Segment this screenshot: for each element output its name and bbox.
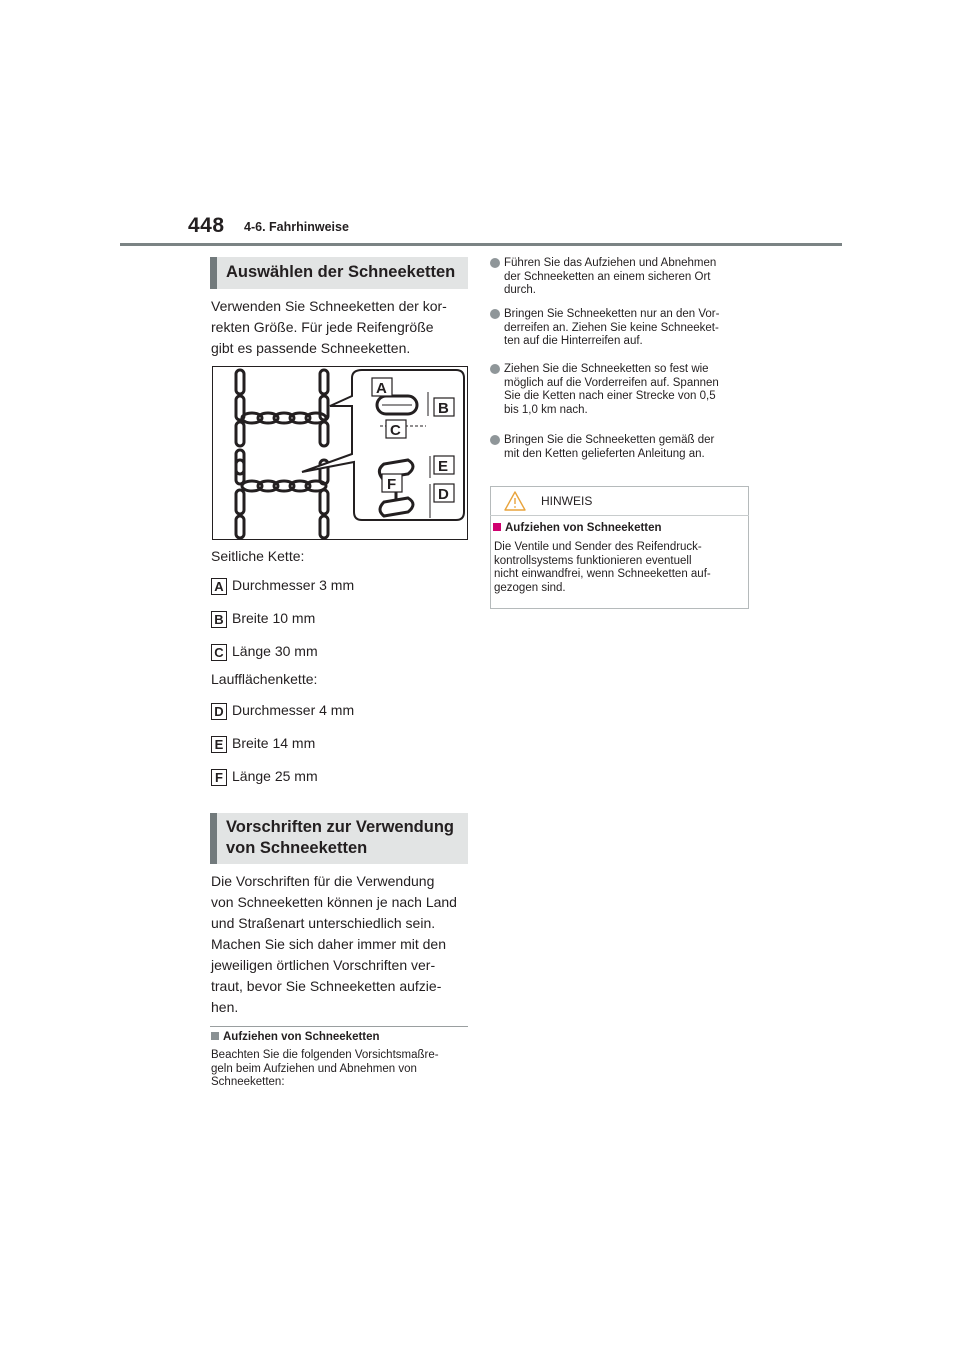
subsection-divider bbox=[210, 1026, 468, 1027]
section-heading-line: Vorschriften zur Verwendung bbox=[226, 818, 454, 836]
bullet-dot-icon bbox=[490, 309, 500, 319]
warning-icon bbox=[504, 491, 526, 511]
spec-text: Durchmesser 4 mm bbox=[232, 702, 355, 718]
side-chain-label: Seitliche Kette: bbox=[211, 548, 305, 564]
spec-text: Länge 30 mm bbox=[232, 643, 318, 659]
rules-paragraph: Die Vorschriften für die Verwendung von Schneeketten können je nach Land und Straßenart unterschiedlich sein. Machen Sie sich daher immer mit den jeweiligen örtlichen Vorschriften ver- traut, bevor Sie Schneeketten aufzie- hen. bbox=[211, 873, 457, 1015]
mounting-paragraph: Beachten Sie die folgenden Vorsichtsmaßre- geln beim Aufziehen und Abnehmen von Schneeketten: bbox=[211, 1049, 439, 1088]
callout-letter: D bbox=[438, 486, 449, 503]
note-header bbox=[490, 486, 749, 516]
spec-text: Breite 10 mm bbox=[232, 610, 316, 626]
tread-chain-label: Laufflächenkette: bbox=[211, 671, 318, 687]
callout-letter: A bbox=[376, 380, 387, 397]
spec-text: Durchmesser 3 mm bbox=[232, 577, 355, 593]
spec-letter: A bbox=[211, 578, 227, 595]
square-bullet-icon bbox=[211, 1032, 219, 1040]
spec-letter: E bbox=[211, 736, 227, 753]
callout-letter: B bbox=[438, 400, 449, 417]
spec-text: Länge 25 mm bbox=[232, 768, 318, 784]
spec-row bbox=[211, 733, 315, 753]
spec-row bbox=[211, 700, 354, 720]
bullet-dot-icon bbox=[490, 435, 500, 445]
spec-letter: D bbox=[211, 703, 227, 720]
callout-letter: F bbox=[387, 476, 397, 493]
bullet-item: Ziehen Sie die Schneeketten so fest wie möglich auf die Vorderreifen auf. Spannen Sie die Ketten nach einer Strecke von 0,5 bis 1,0 km nach. bbox=[490, 363, 760, 417]
section-heading-select-chains: Auswählen der Schneeketten bbox=[210, 257, 468, 289]
chapter-title: 4-6. Fahrhinweise bbox=[244, 220, 349, 234]
callout-letter: C bbox=[390, 422, 401, 439]
square-bullet-icon bbox=[493, 523, 501, 531]
bullet-item: Führen Sie das Aufziehen und Abnehmen der Schneeketten an einem sicheren Ort durch. bbox=[490, 257, 760, 298]
bullet-dot-icon bbox=[490, 258, 500, 268]
section-heading-line: von Schneeketten bbox=[226, 839, 368, 857]
header-divider bbox=[120, 243, 842, 246]
page-number: 448 bbox=[188, 214, 225, 237]
snow-chain-diagram bbox=[212, 366, 468, 540]
spec-letter: B bbox=[211, 611, 227, 628]
note-paragraph: Die Ventile und Sender des Reifendruck- kontrollsystems funktionieren eventuell nicht einwandfrei, wenn Schneeketten auf- gezogen sind. bbox=[494, 541, 711, 594]
intro-paragraph: Verwenden Sie Schneeketten der kor- rekten Größe. Für jede Reifengröße gibt es passende Schneeketten. bbox=[211, 298, 447, 356]
spec-text: Breite 14 mm bbox=[232, 735, 316, 751]
bullet-dot-icon bbox=[490, 364, 500, 374]
spec-letter: F bbox=[211, 769, 227, 786]
callout-letter: E bbox=[438, 458, 449, 475]
subsection-heading-mounting: Aufziehen von Schneeketten bbox=[211, 1031, 380, 1043]
spec-letter: C bbox=[211, 644, 227, 661]
spec-row bbox=[211, 608, 315, 628]
bullet-item: Bringen Sie Schneeketten nur an den Vor- derreifen an. Ziehen Sie keine Schneeket- ten auf die Hinterreifen auf. bbox=[490, 308, 760, 349]
spec-row bbox=[211, 766, 318, 786]
note-label: HINWEIS bbox=[541, 494, 593, 508]
note-heading: Aufziehen von Schneeketten bbox=[493, 522, 662, 534]
spec-row bbox=[211, 575, 354, 595]
bullet-item: Bringen Sie die Schneeketten gemäß der mit den Ketten gelieferten Anleitung an. bbox=[490, 434, 760, 461]
section-heading-rules bbox=[210, 813, 468, 864]
spec-row bbox=[211, 641, 318, 661]
